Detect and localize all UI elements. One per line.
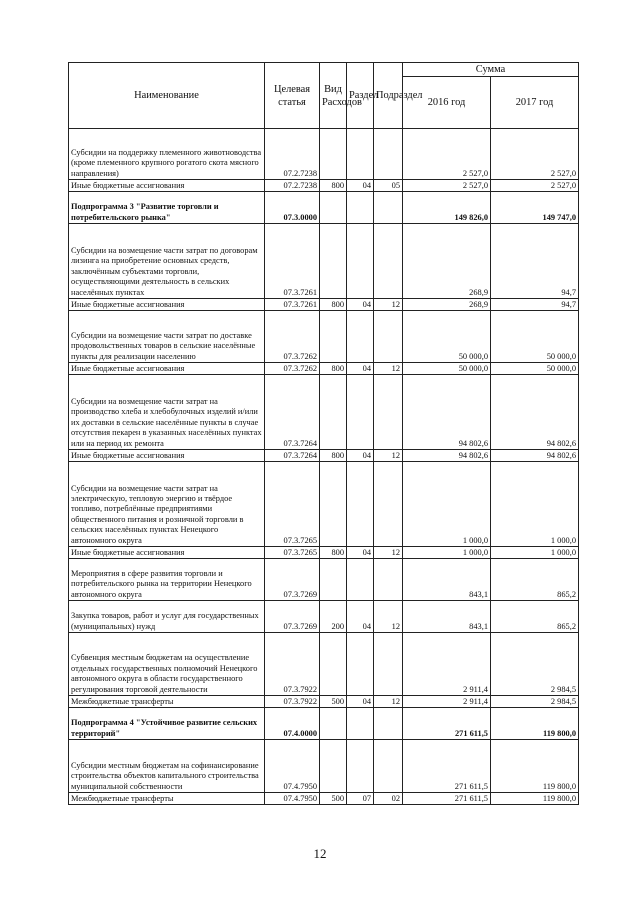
- row-article: 07.4.7950: [265, 793, 320, 805]
- row-sum-2017: 2 984,5: [491, 633, 579, 696]
- table-row: [69, 192, 579, 224]
- row-subsection: 12: [374, 601, 403, 633]
- table-row: [69, 363, 579, 375]
- row-sum-2017: 149 747,0: [491, 192, 579, 224]
- row-name: Подпрограмма 3 "Развитие торговли и потребительского рынка": [69, 192, 265, 224]
- row-section: [347, 740, 374, 793]
- table-row: [69, 708, 579, 740]
- row-name: Иные бюджетные ассигнования: [69, 450, 265, 462]
- row-sum-2016: 1 000,0: [403, 547, 491, 559]
- table-row: [69, 696, 579, 708]
- row-name: Субсидии на возмещение части затрат на производство хлеба и хлебобулочных изделий и/или их доставки в сельские населённые пункты в случае отсутствия пекарен в указанных населённых пунктах или на период их ремонта: [69, 375, 265, 450]
- row-section: [347, 129, 374, 180]
- row-subsection: 12: [374, 547, 403, 559]
- row-expense-type: 800: [320, 547, 347, 559]
- row-sum-2016: 843,1: [403, 559, 491, 601]
- row-sum-2016: 50 000,0: [403, 311, 491, 363]
- row-name: Субсидии на поддержку племенного животноводства (кроме племенного крупного рогатого скота мясного направления): [69, 129, 265, 180]
- row-subsection: [374, 462, 403, 547]
- row-sum-2017: 94 802,6: [491, 450, 579, 462]
- row-expense-type: 800: [320, 180, 347, 192]
- row-sum-2017: 50 000,0: [491, 311, 579, 363]
- row-subsection: 12: [374, 450, 403, 462]
- row-sum-2017: 119 800,0: [491, 793, 579, 805]
- table-row: [69, 311, 579, 363]
- row-subsection: [374, 375, 403, 450]
- row-section: 04: [347, 696, 374, 708]
- row-sum-2017: 2 984,5: [491, 696, 579, 708]
- row-name: Иные бюджетные ассигнования: [69, 180, 265, 192]
- table-row: [69, 601, 579, 633]
- row-sum-2017: 865,2: [491, 601, 579, 633]
- table-row: [69, 633, 579, 696]
- row-section: [347, 311, 374, 363]
- row-article: 07.4.0000: [265, 708, 320, 740]
- row-sum-2017: 119 800,0: [491, 708, 579, 740]
- row-expense-type: 800: [320, 450, 347, 462]
- row-section: [347, 559, 374, 601]
- row-expense-type: 500: [320, 793, 347, 805]
- row-sum-2016: 50 000,0: [403, 363, 491, 375]
- row-subsection: [374, 559, 403, 601]
- row-sum-2016: 149 826,0: [403, 192, 491, 224]
- row-subsection: [374, 224, 403, 299]
- row-sum-2016: 1 000,0: [403, 462, 491, 547]
- row-article: 07.4.7950: [265, 740, 320, 793]
- row-name: Подпрограмма 4 "Устойчивое развитие сельских территорий": [69, 708, 265, 740]
- table-row: [69, 559, 579, 601]
- row-expense-type: 800: [320, 299, 347, 311]
- row-section: 04: [347, 180, 374, 192]
- row-section: [347, 633, 374, 696]
- row-section: 04: [347, 299, 374, 311]
- row-section: 04: [347, 601, 374, 633]
- row-article: 07.3.7261: [265, 224, 320, 299]
- row-expense-type: [320, 462, 347, 547]
- header-section: Раздел: [347, 63, 374, 129]
- table-row: [69, 547, 579, 559]
- table-row: [69, 793, 579, 805]
- row-sum-2016: 268,9: [403, 299, 491, 311]
- row-article: 07.3.7269: [265, 601, 320, 633]
- row-name: Субсидии на возмещение части затрат на электрическую, тепловую энергию и твёрдое топливо, потреблённые предприятиями общественного питания и розничной торговли в сельских населённых пунктах Ненецкого автономного округа: [69, 462, 265, 547]
- row-expense-type: [320, 559, 347, 601]
- row-section: [347, 224, 374, 299]
- table-row: [69, 224, 579, 299]
- row-sum-2016: 94 802,6: [403, 450, 491, 462]
- row-expense-type: [320, 224, 347, 299]
- table-row: [69, 180, 579, 192]
- row-sum-2016: 843,1: [403, 601, 491, 633]
- row-section: 07: [347, 793, 374, 805]
- row-article: 07.3.7264: [265, 375, 320, 450]
- row-expense-type: 200: [320, 601, 347, 633]
- row-expense-type: [320, 375, 347, 450]
- row-name: Субсидии на возмещение части затрат по договорам лизинга на приобретение основных средств, заключённым субъектами торговли, осуществляющими деятельность в сельских населённых пунктах: [69, 224, 265, 299]
- row-subsection: [374, 311, 403, 363]
- row-sum-2016: 94 802,6: [403, 375, 491, 450]
- row-sum-2016: 2 527,0: [403, 180, 491, 192]
- row-section: 04: [347, 363, 374, 375]
- table-row: [69, 129, 579, 180]
- row-subsection: 12: [374, 299, 403, 311]
- row-sum-2016: 268,9: [403, 224, 491, 299]
- row-name: Субсидии на возмещение части затрат по доставке продовольственных товаров в сельские населённые пункты для реализации населению: [69, 311, 265, 363]
- row-subsection: [374, 633, 403, 696]
- header-subsection: Подраздел: [374, 63, 403, 129]
- row-expense-type: 800: [320, 363, 347, 375]
- row-subsection: 05: [374, 180, 403, 192]
- row-subsection: [374, 129, 403, 180]
- row-expense-type: 500: [320, 696, 347, 708]
- row-article: 07.2.7238: [265, 129, 320, 180]
- row-name: Межбюджетные трансферты: [69, 793, 265, 805]
- row-sum-2017: 50 000,0: [491, 363, 579, 375]
- table-row: [69, 299, 579, 311]
- row-section: 04: [347, 450, 374, 462]
- row-section: [347, 462, 374, 547]
- row-sum-2016: 2 527,0: [403, 129, 491, 180]
- row-sum-2016: 271 611,5: [403, 793, 491, 805]
- row-article: 07.3.7922: [265, 633, 320, 696]
- row-name: Иные бюджетные ассигнования: [69, 547, 265, 559]
- row-article: 07.3.7265: [265, 547, 320, 559]
- row-expense-type: [320, 708, 347, 740]
- row-subsection: 12: [374, 363, 403, 375]
- row-article: 07.3.0000: [265, 192, 320, 224]
- header-year-2017: 2017 год: [491, 77, 579, 129]
- table-row: [69, 375, 579, 450]
- row-name: Иные бюджетные ассигнования: [69, 363, 265, 375]
- row-sum-2016: 2 911,4: [403, 633, 491, 696]
- row-section: [347, 375, 374, 450]
- row-sum-2016: 271 611,5: [403, 740, 491, 793]
- row-article: 07.3.7265: [265, 462, 320, 547]
- row-article: 07.3.7261: [265, 299, 320, 311]
- row-name: Мероприятия в сфере развития торговли и потребительского рынка на территории Ненецкого автономного округа: [69, 559, 265, 601]
- row-article: 07.3.7264: [265, 450, 320, 462]
- row-article: 07.3.7269: [265, 559, 320, 601]
- table-row: [69, 740, 579, 793]
- row-name: Субсидии местным бюджетам на софинансирование строительства объектов капитального строительства муниципальной собственности: [69, 740, 265, 793]
- row-sum-2017: 865,2: [491, 559, 579, 601]
- row-expense-type: [320, 633, 347, 696]
- row-name: Субвенция местным бюджетам на осуществление отдельных государственных полномочий Ненецкого автономного округа в области государственного регулирования торговой деятельности: [69, 633, 265, 696]
- header-sum: Сумма: [403, 63, 579, 77]
- page-number: 12: [313, 846, 327, 861]
- row-sum-2017: 2 527,0: [491, 129, 579, 180]
- row-expense-type: [320, 192, 347, 224]
- row-expense-type: [320, 311, 347, 363]
- row-article: 07.3.7922: [265, 696, 320, 708]
- header-article: Целевая статья: [265, 63, 320, 129]
- table-body: [69, 129, 579, 805]
- row-sum-2017: 1 000,0: [491, 547, 579, 559]
- row-sum-2017: 1 000,0: [491, 462, 579, 547]
- row-expense-type: [320, 740, 347, 793]
- row-sum-2017: 94,7: [491, 299, 579, 311]
- row-subsection: 02: [374, 793, 403, 805]
- row-sum-2017: 119 800,0: [491, 740, 579, 793]
- row-section: 04: [347, 547, 374, 559]
- header-name: Наименование: [69, 63, 265, 129]
- row-article: 07.2.7238: [265, 180, 320, 192]
- row-name: Межбюджетные трансферты: [69, 696, 265, 708]
- row-article: 07.3.7262: [265, 363, 320, 375]
- budget-table: [68, 62, 579, 805]
- row-sum-2017: 94 802,6: [491, 375, 579, 450]
- row-sum-2017: 94,7: [491, 224, 579, 299]
- row-sum-2016: 271 611,5: [403, 708, 491, 740]
- row-subsection: [374, 740, 403, 793]
- row-sum-2017: 2 527,0: [491, 180, 579, 192]
- row-article: 07.3.7262: [265, 311, 320, 363]
- header-expense-type: Вид Расходов: [320, 63, 347, 129]
- row-name: Иные бюджетные ассигнования: [69, 299, 265, 311]
- row-name: Закупка товаров, работ и услуг для государственных (муниципальных) нужд: [69, 601, 265, 633]
- row-subsection: [374, 192, 403, 224]
- row-expense-type: [320, 129, 347, 180]
- row-subsection: [374, 708, 403, 740]
- table-row: [69, 450, 579, 462]
- row-subsection: 12: [374, 696, 403, 708]
- header-year-2016: 2016 год: [403, 77, 491, 129]
- table-row: [69, 462, 579, 547]
- row-section: [347, 708, 374, 740]
- row-section: [347, 192, 374, 224]
- row-sum-2016: 2 911,4: [403, 696, 491, 708]
